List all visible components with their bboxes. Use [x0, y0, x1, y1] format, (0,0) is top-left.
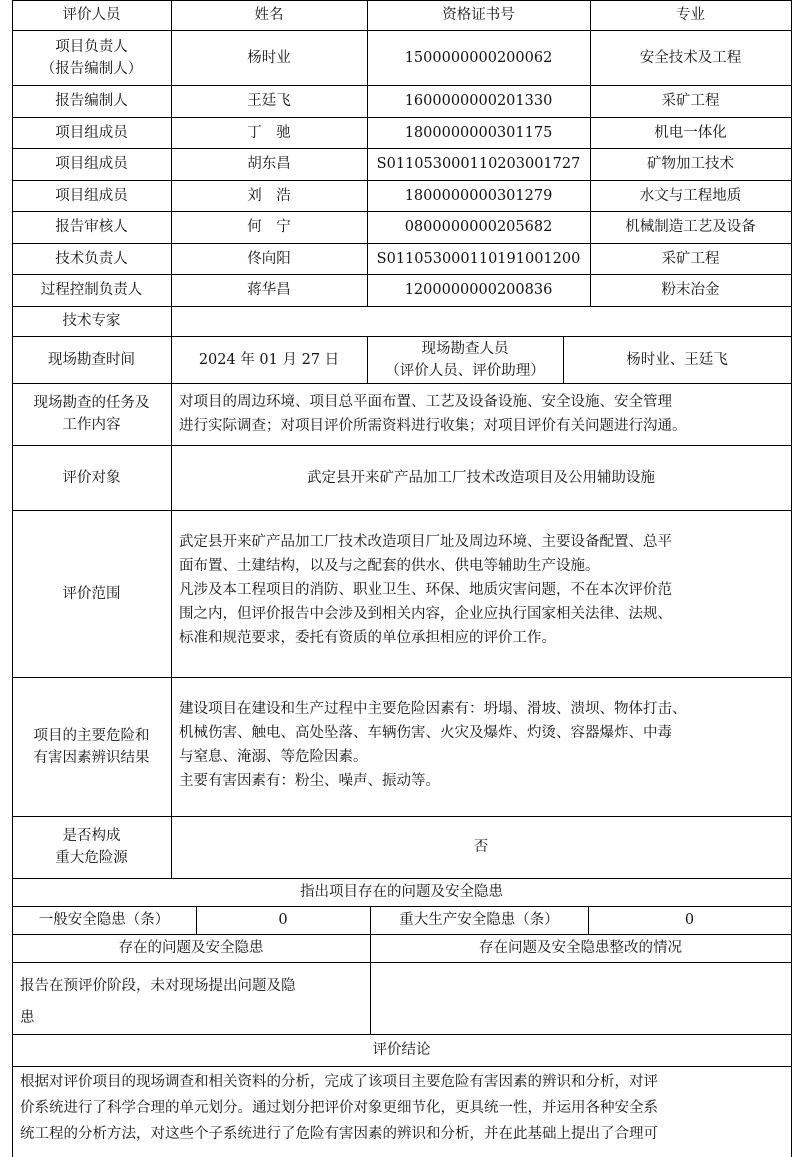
conclusion-line: 统工程的分析方法，对这些个子系统进行了危险有害因素的辨识和分析，并在此基础上提出了合理可 [20, 1126, 658, 1142]
task-label-line: 现场勘查的任务及 [33, 395, 150, 411]
personnel-major: 矿物加工技术 [647, 156, 734, 172]
personnel-major: 安全技术及工程 [639, 49, 742, 66]
header-role: 评价人员 [62, 7, 121, 23]
survey-people-label [367, 336, 563, 383]
conclusion-title: 评价结论 [372, 1042, 431, 1058]
personnel-role [12, 30, 171, 85]
grid-line [12, 962, 792, 963]
personnel-major: 粉末冶金 [661, 282, 720, 298]
issues-existing-header: 存在的问题及安全隐患 [118, 940, 264, 956]
major-hazard-value: 否 [473, 839, 489, 855]
personnel-major: 机电一体化 [654, 124, 727, 141]
grid-line [791, 0, 792, 1157]
personnel-role-line: （报告编制人） [40, 60, 143, 77]
personnel-name: 佟向阳 [247, 250, 291, 267]
hazards-line: 主要有害因素有：粉尘、噪声、振动等。 [179, 773, 440, 789]
personnel-role-line: 项目负责人 [55, 38, 128, 55]
personnel-cert: 1500000000200062 [404, 49, 553, 66]
general-hazard-label: 一般安全隐患（条） [38, 912, 170, 928]
personnel-major: 采矿工程 [661, 250, 720, 267]
personnel-cert: 0800000000205682 [404, 219, 553, 235]
task-label-line: 工作内容 [62, 417, 121, 433]
general-hazard-count: 0 [278, 912, 288, 928]
header-name: 姓名 [254, 7, 284, 23]
major-hazard-label-line: 是否构成 [62, 828, 121, 844]
personnel-name: 王廷飞 [247, 93, 291, 109]
issues-existing-line: 患 [20, 1010, 35, 1026]
issues-existing-line: 报告在预评价阶段，未对现场提出问题及隐 [20, 978, 296, 994]
major-hazard-label-line: 重大危险源 [55, 850, 128, 866]
survey-time-value: 2024 年 01 月 27 日 [198, 351, 340, 368]
task-content-line: 进行实际调查；对项目评价所需资料进行收集；对项目评价有关问题进行沟通。 [179, 418, 687, 434]
scope-line: 面布置、土建结构，以及与之配套的供水、供电等辅助生产设施。 [179, 558, 600, 574]
survey-time-label: 现场勘查时间 [48, 351, 135, 368]
personnel-name: 杨时业 [247, 49, 291, 66]
conclusion-content [20, 1069, 788, 1147]
scope-line: 标准和规范要求，委托有资质的单位承担相应的评价工作。 [179, 630, 556, 646]
hazards-label-line: 有害因素辨识结果 [33, 749, 150, 766]
personnel-role: 报告审核人 [55, 219, 128, 235]
scope-content [179, 530, 787, 650]
survey-people-value: 杨时业、王廷飞 [626, 351, 728, 368]
personnel-cert: S011053000110191001200 [376, 250, 581, 267]
grid-line [12, 1066, 792, 1067]
personnel-name: 刘 浩 [247, 187, 291, 204]
object-value: 武定县开来矿产品加工厂技术改造项目及公用辅助设施 [307, 469, 655, 486]
survey-people-label-line: （评价人员、评价助理） [385, 362, 545, 379]
personnel-cert: 1800000000301279 [404, 187, 553, 204]
hazards-line: 与窒息、淹溺、等危险因素。 [179, 749, 368, 765]
personnel-cert: S011053000110203001727 [376, 156, 581, 172]
scope-label: 评价范围 [62, 585, 121, 602]
tech-expert-label: 技术专家 [62, 313, 121, 329]
header-major: 专业 [676, 7, 705, 23]
issues-existing-content [20, 970, 366, 1034]
hazards-content [179, 697, 787, 793]
hazards-label [12, 677, 171, 816]
hazards-label-line: 项目的主要危险和 [33, 727, 150, 744]
personnel-role: 报告编制人 [55, 93, 128, 109]
header-cert: 资格证书号 [442, 7, 515, 23]
hazards-line: 机械伤害、触电、高处坠落、车辆伤害、火灾及爆炸、灼烫、容器爆炸、中毒 [179, 725, 672, 741]
personnel-name: 胡东昌 [247, 156, 291, 172]
tech-expert-value [171, 306, 791, 336]
hazards-line: 建设项目在建设和生产过程中主要危险因素有：坍塌、滑坡、溃坝、物体打击、 [179, 701, 687, 717]
personnel-name: 丁 驰 [247, 124, 291, 141]
personnel-cert: 1200000000200836 [404, 282, 553, 298]
personnel-major: 水文与工程地质 [639, 187, 742, 204]
personnel-cert: 1600000000201330 [404, 93, 553, 109]
scope-line: 武定县开来矿产品加工厂技术改造项目厂址及周边环境、主要设备配置、总平 [179, 534, 672, 550]
scope-line: 围之内，但评价报告中会涉及到相关内容，企业应执行国家相关法律、法规、 [179, 606, 672, 622]
personnel-major: 采矿工程 [661, 93, 720, 109]
survey-people-label-line: 现场勘查人员 [421, 340, 509, 357]
major-hazard-count: 0 [684, 912, 695, 928]
task-content [179, 390, 787, 438]
task-label [12, 383, 171, 445]
personnel-role: 项目组成员 [55, 187, 128, 204]
personnel-role: 技术负责人 [55, 250, 128, 267]
issues-rectify-header: 存在问题及安全隐患整改的情况 [479, 940, 682, 956]
personnel-name: 何 宁 [247, 219, 291, 235]
personnel-major: 机械制造工艺及设备 [625, 219, 756, 235]
issues-title: 指出项目存在的问题及安全隐患 [300, 884, 503, 900]
conclusion-line: 价系统进行了科学合理的单元划分。通过划分把评价对象更细节化，更具统一性，并运用各种安全系 [20, 1100, 658, 1116]
scope-line: 凡涉及本工程项目的消防、职业卫生、环保、地质灾害问题，不在本次评价范 [179, 582, 672, 598]
personnel-role: 项目组成员 [55, 156, 128, 172]
object-label: 评价对象 [62, 469, 121, 486]
major-hazard-count-label: 重大生产安全隐患（条） [399, 912, 559, 928]
personnel-name: 蒋华昌 [247, 282, 291, 298]
personnel-role: 过程控制负责人 [40, 282, 143, 298]
conclusion-line: 根据对评价项目的现场调查和相关资料的分析，完成了该项目主要危险有害因素的辨识和分析，对评 [20, 1074, 658, 1090]
major-hazard-label [12, 816, 171, 878]
personnel-role: 项目组成员 [55, 124, 128, 141]
task-content-line: 对项目的周边环境、项目总平面布置、工艺及设备设施、安全设施、安全管理 [179, 394, 672, 410]
personnel-cert: 1800000000301175 [404, 124, 553, 141]
